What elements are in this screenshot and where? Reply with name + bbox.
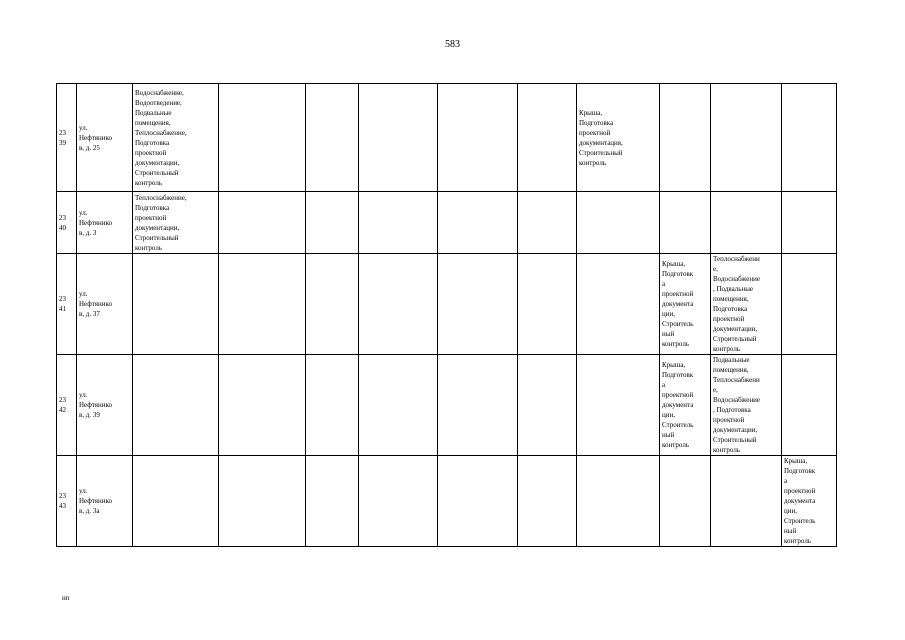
work-cell (306, 254, 359, 355)
row-number-cell: 23 42 (57, 355, 77, 456)
work-cell (219, 456, 306, 547)
work-cell (438, 456, 518, 547)
work-cell (711, 456, 782, 547)
work-cell (306, 456, 359, 547)
work-cell: Теплоснабжение, Подготовка проектной документации, Строительный контроль (133, 192, 219, 254)
table-row (57, 254, 837, 355)
work-cell: Крыша, Подготовка проектной документация, Строительный контроль (577, 84, 660, 192)
work-cell (518, 254, 577, 355)
work-cell (577, 192, 660, 254)
work-cell (306, 355, 359, 456)
page-number: 583 (445, 39, 460, 50)
work-cell (660, 192, 711, 254)
work-cell: Водоснабжение, Водоотведение, Подвальные помещения, Теплоснабжение, Подготовка проектной документации, Строительный контроль (133, 84, 219, 192)
table-row (57, 355, 837, 456)
work-cell (438, 192, 518, 254)
work-cell (219, 192, 306, 254)
work-cell (518, 456, 577, 547)
table-row (57, 456, 837, 547)
work-cell (359, 254, 438, 355)
row-number-cell: 23 39 (57, 84, 77, 192)
work-cell (133, 355, 219, 456)
address-cell: ул. Нефтянико в, д. 25 (77, 84, 133, 192)
work-cell (782, 84, 837, 192)
work-cell (518, 84, 577, 192)
row-number-cell: 23 43 (57, 456, 77, 547)
address-cell: ул. Нефтянико в, д. 37 (77, 254, 133, 355)
work-cell (438, 84, 518, 192)
work-cell (660, 84, 711, 192)
address-cell: ул. Нефтянико в, д. 3 (77, 192, 133, 254)
address-cell: ул. Нефтянико в, д. 39 (77, 355, 133, 456)
work-cell: Крыша, Подготовк а проектной документа ции, Строитель ный контроль (660, 254, 711, 355)
work-cell (577, 254, 660, 355)
row-number-cell: 23 40 (57, 192, 77, 254)
work-cell (438, 254, 518, 355)
footer-mark: нп (62, 594, 70, 602)
schedule-table (56, 83, 837, 547)
work-cell (711, 192, 782, 254)
work-cell (782, 192, 837, 254)
work-cell (711, 84, 782, 192)
work-cell (219, 355, 306, 456)
work-cell (219, 254, 306, 355)
work-cell (359, 192, 438, 254)
work-cell (518, 192, 577, 254)
work-cell (219, 84, 306, 192)
work-cell (518, 355, 577, 456)
work-cell (359, 355, 438, 456)
work-cell: Теплоснабжени e, Водоснабжение , Подвальные помещения, Подготовка проектной документации, Строительный контроль (711, 254, 782, 355)
work-cell: Крыша, Подготовк а проектной документа ции, Строитель ный контроль (782, 456, 837, 547)
work-cell (306, 192, 359, 254)
work-cell (133, 254, 219, 355)
work-cell (438, 355, 518, 456)
work-cell (306, 84, 359, 192)
work-cell: Подвальные помещения, Теплоснабжени e, Водоснабжение , Подготовка проектной документации, Строительный контроль (711, 355, 782, 456)
work-cell (782, 355, 837, 456)
work-cell (782, 254, 837, 355)
work-cell (359, 84, 438, 192)
address-cell: ул. Нефтянико в, д. 3а (77, 456, 133, 547)
work-cell (359, 456, 438, 547)
work-cell: Крыша, Подготовк а проектной документа ции, Строитель ный контроль (660, 355, 711, 456)
work-cell (133, 456, 219, 547)
work-cell (660, 456, 711, 547)
table-row (57, 192, 837, 254)
row-number-cell: 23 41 (57, 254, 77, 355)
table-row (57, 84, 837, 192)
work-cell (577, 355, 660, 456)
work-cell (577, 456, 660, 547)
